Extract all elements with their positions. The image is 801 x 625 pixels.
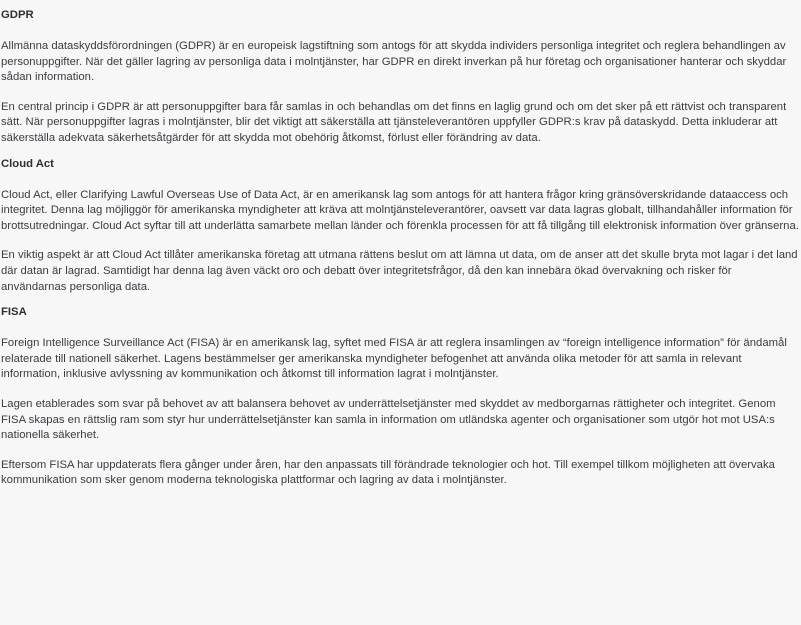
paragraph: Foreign Intelligence Surveillance Act (FISA) är en amerikansk lag, syftet med FISA är att reglera insamlingen av “foreign intelligence information” för ändamål relaterade till nationell säkerhet. Lagens bestämmelser ger amerikanska myndigheter befogenhet att använda olika metoder för att samla in relevant information, inklusive avlyssning av kommunikation och åtkomst till information lagrat i molntjänster. — [1, 337, 787, 381]
paragraph: Allmänna dataskyddsförordningen (GDPR) är en europeisk lagstiftning som antogs för att skydda individers personliga integritet och reglera behandlingen av personuppgifter. När det gäller lagring av personliga data i molntjänster, har GDPR en direkt inverkan på hur företag och organisationer hanterar och skyddar sådan information. — [1, 40, 787, 84]
section-title-cloud-act: Cloud Act — [1, 157, 54, 170]
section-title-fisa: FISA — [1, 306, 27, 319]
paragraph: Eftersom FISA har uppdaterats flera gånger under åren, har den anpassats till förändrade teknologier och hot. Till exempel tillkom möjligheten att övervaka kommunikation som sker genom moderna teknologiska plattformar och lagring av data i molntjänster. — [1, 458, 775, 487]
paragraph: Cloud Act, eller Clarifying Lawful Overseas Use of Data Act, är en amerikansk lag som antogs för att hantera frågor kring gränsöverskridande dataaccess och integritet. Denna lag möjliggör för amerikanska myndigheter att kräva att molntjänsteleverantörer, oavsett var data lagras globalt, tillhandahåller information för brottsutredningar. Cloud Act syftar till att underlätta samarbete mellan länder och förenkla processen för att få tillgång till elektronisk information över gränserna. — [1, 188, 799, 232]
paragraph: Lagen etablerades som svar på behovet av att balansera behovet av underrättelsetjänster med skyddet av medborgarnas rättigheter och integritet. Genom FISA skapas en rättslig ram som styr hur underrättelsetjänster kan samla in information om utländska agenter och organisationer som utgör hot mot USA:s nationella säkerhet. — [1, 397, 776, 442]
paragraph: En viktig aspekt är att Cloud Act tillåter amerikanska företag att utmana rättens beslut om att lämna ut data, om de anser att det skulle bryta mot lagar i det land där datan är lagrad. Samtidigt har denna lag även väckt oro och debatt över integritetsfrågor, då den kan innebära ökad övervakning och risker för användarnas personliga data. — [1, 249, 798, 293]
paragraph: En central princip i GDPR är att personuppgifter bara får samlas in och behandlas om det finns en laglig grund och om det sker på ett rättvist och transparent sätt. När personuppgifter lagras i molntjänster, blir det viktigt att säkerställa att tjänsteleverantören uppfyller GDPR:s krav på dataskydd. Detta inkluderar att säkerställa adekvata säkerhetsåtgärder för att skydda mot obehörig åtkomst, förlust eller förändring av data. — [1, 100, 787, 144]
section-title-gdpr: GDPR — [1, 9, 34, 21]
